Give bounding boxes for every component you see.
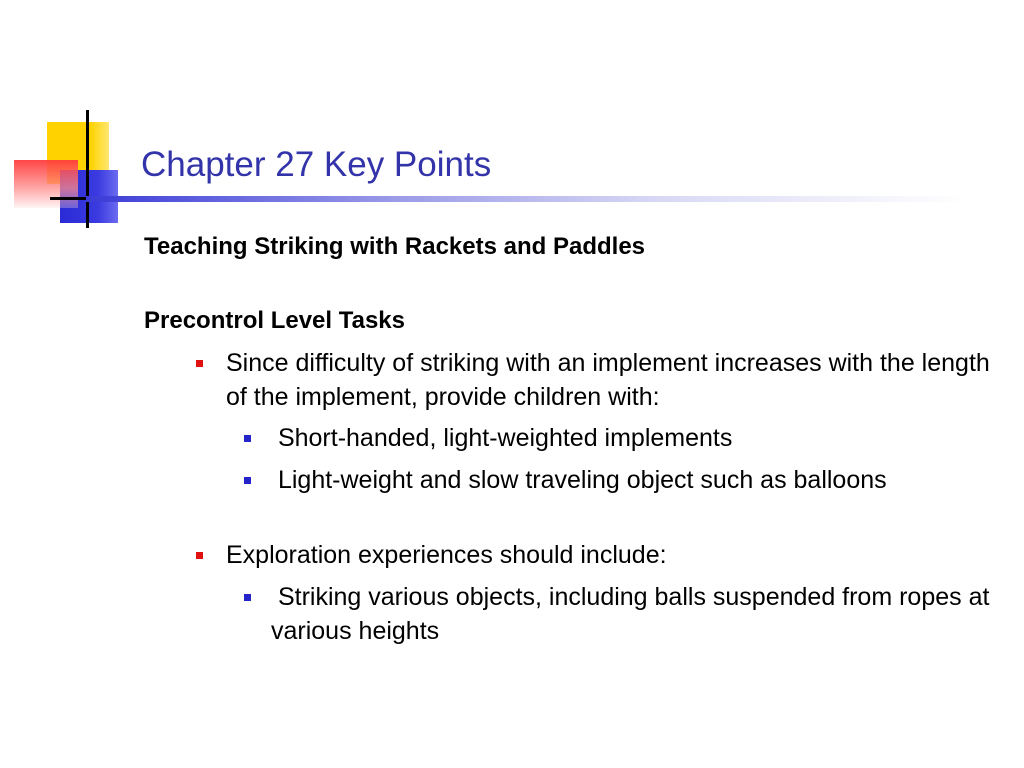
red-square-bullet-icon xyxy=(196,360,203,367)
title-underline-rule xyxy=(86,196,966,202)
decorative-vertical-line xyxy=(86,110,89,228)
sub-bullet-item xyxy=(271,463,971,497)
bullet-item xyxy=(226,346,1006,414)
blue-square-bullet-icon xyxy=(244,477,251,484)
sub-bullet-item xyxy=(271,580,1001,648)
blue-square-bullet-icon xyxy=(244,594,251,601)
bullet-item xyxy=(226,538,1006,572)
section-heading: Precontrol Level Tasks xyxy=(144,307,405,334)
decorative-red-square xyxy=(14,160,78,208)
red-square-bullet-icon xyxy=(196,552,203,559)
blue-square-bullet-icon xyxy=(244,435,251,442)
sub-bullet-text: Short-handed, light-weighted implements xyxy=(271,424,733,452)
sub-bullet-text: Striking various objects, including balls suspended from ropes at various heights xyxy=(271,583,997,645)
bullet-text: Since difficulty of striking with an implement increases with the length of the implement, provide children with: xyxy=(226,349,990,411)
slide-subheading: Teaching Striking with Rackets and Paddles xyxy=(144,233,646,260)
sub-bullet-item xyxy=(271,421,991,455)
slide-title: Chapter 27 Key Points xyxy=(141,145,492,184)
bullet-text: Exploration experiences should include: xyxy=(226,541,667,569)
sub-bullet-text: Light-weight and slow traveling object such as balloons xyxy=(271,466,887,494)
